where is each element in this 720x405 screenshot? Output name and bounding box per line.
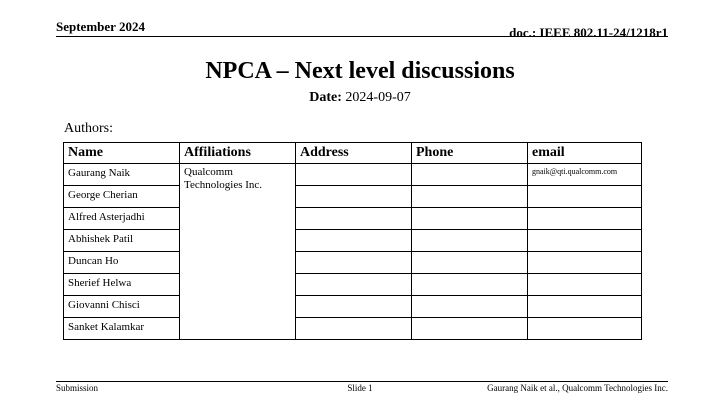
table-header-row — [64, 143, 642, 164]
author-phone — [412, 208, 528, 230]
footer-author: Gaurang Naik et al., Qualcomm Technologies Inc. — [487, 383, 668, 393]
author-address — [296, 164, 412, 186]
author-name: Gaurang Naik — [64, 164, 180, 186]
author-name: George Cherian — [64, 186, 180, 208]
table-row — [64, 252, 642, 274]
author-phone — [412, 274, 528, 296]
header-date: September 2024 — [56, 19, 145, 34]
table-row — [64, 318, 642, 340]
author-name: Sherief Helwa — [64, 274, 180, 296]
column-header-affiliations: Affiliations — [180, 143, 296, 164]
author-email — [528, 186, 642, 208]
author-phone — [412, 296, 528, 318]
author-affiliation: Qualcomm Technologies Inc. — [180, 164, 296, 340]
table-row — [64, 274, 642, 296]
table-row — [64, 208, 642, 230]
author-address — [296, 186, 412, 208]
author-name: Alfred Asterjadhi — [64, 208, 180, 230]
author-address — [296, 296, 412, 318]
author-phone — [412, 318, 528, 340]
column-header-address: Address — [296, 143, 412, 164]
author-phone — [412, 186, 528, 208]
table-row — [64, 164, 642, 186]
footer-submission: Submission — [56, 383, 99, 393]
author-email: gnaik@qti.qualcomm.com — [528, 164, 642, 186]
table-row — [64, 230, 642, 252]
author-name: Giovanni Chisci — [64, 296, 180, 318]
column-header-name: Name — [64, 143, 180, 164]
footer-rule — [56, 381, 668, 382]
footer-slide-number: Slide 1 — [347, 383, 373, 393]
author-email — [528, 230, 642, 252]
authors-table — [63, 142, 642, 340]
date-value: 2024-09-07 — [345, 90, 411, 105]
author-address — [296, 318, 412, 340]
author-address — [296, 252, 412, 274]
author-name: Abhishek Patil — [64, 230, 180, 252]
author-name: Sanket Kalamkar — [64, 318, 180, 340]
author-address — [296, 230, 412, 252]
table-row — [64, 296, 642, 318]
slide-title: NPCA – Next level discussions — [205, 58, 515, 84]
author-address — [296, 274, 412, 296]
author-email — [528, 208, 642, 230]
author-phone — [412, 252, 528, 274]
author-email — [528, 252, 642, 274]
author-email — [528, 296, 642, 318]
date-label: Date: — [309, 90, 342, 105]
author-email — [528, 274, 642, 296]
header-rule — [56, 36, 668, 37]
column-header-email: email — [528, 143, 642, 164]
authors-label: Authors: — [64, 121, 113, 136]
author-address — [296, 208, 412, 230]
column-header-phone: Phone — [412, 143, 528, 164]
date-line — [0, 90, 720, 106]
header-doc-id: doc.: IEEE 802.11-24/1218r1 — [509, 25, 668, 40]
author-email — [528, 318, 642, 340]
author-phone — [412, 164, 528, 186]
author-name: Duncan Ho — [64, 252, 180, 274]
table-row — [64, 186, 642, 208]
author-phone — [412, 230, 528, 252]
